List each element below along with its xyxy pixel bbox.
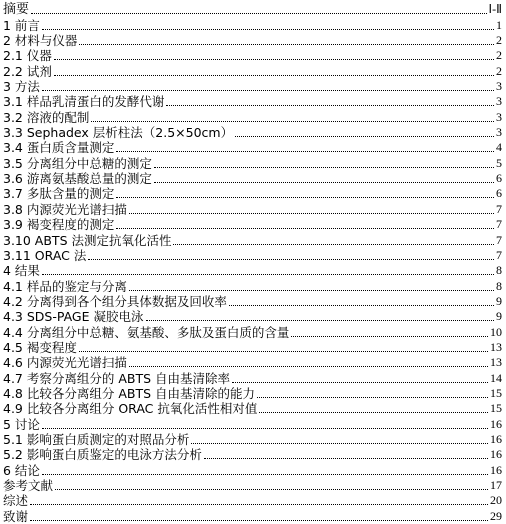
toc-entry-page-number: 29 bbox=[490, 508, 502, 523]
toc-leader-dots bbox=[229, 305, 494, 306]
toc-entry-title: 3.4 蛋白质含量测定 bbox=[3, 140, 115, 156]
toc-leader-dots bbox=[257, 397, 488, 398]
toc-entry-page-number: 13 bbox=[490, 355, 502, 370]
toc-entry[interactable] bbox=[3, 17, 502, 32]
toc-leader-dots bbox=[191, 443, 488, 444]
toc-entry-page-number: 3 bbox=[496, 94, 502, 109]
toc-entry-page-number: 2 bbox=[496, 48, 502, 63]
toc-entry-page-number: 16 bbox=[490, 416, 502, 431]
toc-entry-title: 3.9 褐变程度的测定 bbox=[3, 217, 115, 233]
toc-leader-dots bbox=[116, 197, 494, 198]
toc-leader-dots bbox=[91, 121, 494, 122]
toc-entry-page-number: 1 bbox=[496, 17, 502, 32]
toc-entry[interactable] bbox=[3, 48, 502, 63]
toc-entry-page-number: 9 bbox=[496, 309, 502, 324]
toc-leader-dots bbox=[88, 259, 494, 260]
toc-entry-title: 4.9 比较各分离组分 ORAC 抗氧化活性相对值 bbox=[3, 401, 258, 417]
toc-leader-dots bbox=[166, 105, 494, 106]
toc-entry-title: 3.5 分离组分中总糖的测定 bbox=[3, 155, 152, 171]
toc-entry-page-number: 17 bbox=[490, 478, 502, 492]
toc-entry-page-number: 4 bbox=[496, 140, 502, 155]
toc-entry-title: 4.7 考察分离组分的 ABTS 自由基清除率 bbox=[3, 370, 230, 386]
toc-leader-dots bbox=[54, 75, 494, 76]
toc-entry[interactable] bbox=[3, 309, 502, 324]
toc-entry[interactable] bbox=[3, 109, 502, 124]
toc-entry[interactable] bbox=[3, 508, 502, 523]
toc-entry-title: 3.1 样品乳清蛋白的发酵代谢 bbox=[3, 94, 165, 110]
toc-entry-page-number: 15 bbox=[490, 385, 502, 400]
toc-entry[interactable] bbox=[3, 232, 502, 247]
toc-leader-dots bbox=[259, 412, 488, 413]
toc-leader-dots bbox=[129, 290, 494, 291]
toc-entry-page-number: 8 bbox=[496, 278, 502, 293]
toc-entry[interactable] bbox=[3, 493, 502, 508]
toc-entry[interactable] bbox=[3, 447, 502, 462]
toc-entry-page-number: 7 bbox=[496, 247, 502, 262]
toc-leader-dots bbox=[31, 13, 487, 14]
toc-entry-title: 5.2 影响蛋白质鉴定的电泳方法分析 bbox=[3, 447, 202, 463]
toc-entry-title: 5.1 影响蛋白质测定的对照品分析 bbox=[3, 431, 190, 447]
toc-leader-dots bbox=[232, 382, 488, 383]
toc-entry-title: 4.3 SDS-PAGE 凝胶电泳 bbox=[3, 309, 144, 325]
toc-entry-page-number: 2 bbox=[496, 63, 502, 78]
toc-leader-dots bbox=[129, 366, 488, 367]
toc-entry-page-number: 15 bbox=[490, 401, 502, 416]
toc-entry-title: 6 结论 bbox=[3, 462, 40, 478]
toc-entry-page-number: 7 bbox=[496, 217, 502, 232]
toc-leader-dots bbox=[154, 182, 494, 183]
toc-entry-title: 3 方法 bbox=[3, 79, 40, 95]
toc-entry-title: 3.8 内源荧光光谱扫描 bbox=[3, 201, 127, 217]
toc-entry-page-number: 5 bbox=[496, 155, 502, 170]
toc-entry-page-number: 9 bbox=[496, 293, 502, 308]
toc-entry[interactable] bbox=[3, 33, 502, 48]
toc-entry[interactable] bbox=[3, 201, 502, 216]
toc-entry[interactable] bbox=[3, 278, 502, 293]
toc-entry[interactable] bbox=[3, 2, 502, 17]
toc-leader-dots bbox=[146, 320, 495, 321]
toc-entry-page-number: 14 bbox=[490, 370, 502, 385]
toc-entry-title: 4.6 内源荧光光谱扫描 bbox=[3, 355, 127, 371]
toc-entry-title: 3.3 Sephadex 层析柱法（2.5×50cm） bbox=[3, 125, 234, 141]
toc-entry-title: 4.2 分离得到各个组分具体数据及回收率 bbox=[3, 293, 227, 309]
toc-entry-title: 2.1 仪器 bbox=[3, 48, 52, 64]
toc-leader-dots bbox=[129, 213, 494, 214]
toc-entry[interactable] bbox=[3, 401, 502, 416]
toc-entry-page-number: 3 bbox=[496, 79, 502, 94]
toc-entry[interactable] bbox=[3, 140, 502, 155]
toc-leader-dots bbox=[42, 474, 488, 475]
toc-leader-dots bbox=[42, 428, 488, 429]
toc-entry-page-number: 3 bbox=[496, 109, 502, 124]
toc-entry[interactable] bbox=[3, 217, 502, 232]
toc-entry-page-number: 6 bbox=[496, 171, 502, 186]
toc-leader-dots bbox=[42, 274, 494, 275]
toc-leader-dots bbox=[173, 244, 494, 245]
toc-entry[interactable] bbox=[3, 355, 502, 370]
toc-entry[interactable] bbox=[3, 478, 502, 493]
toc-entry-title: 3.2 溶液的配制 bbox=[3, 109, 90, 125]
table-of-contents bbox=[3, 2, 502, 524]
toc-entry[interactable] bbox=[3, 462, 502, 477]
toc-entry[interactable] bbox=[3, 94, 502, 109]
toc-entry-page-number: 7 bbox=[496, 232, 502, 247]
toc-entry-title: 4.1 样品的鉴定与分离 bbox=[3, 278, 127, 294]
toc-entry[interactable] bbox=[3, 340, 502, 355]
toc-entry[interactable] bbox=[3, 171, 502, 186]
toc-entry-title: 摘要 bbox=[3, 2, 30, 18]
toc-leader-dots bbox=[55, 489, 488, 490]
toc-leader-dots bbox=[79, 44, 494, 45]
toc-entry-title: 综述 bbox=[3, 493, 29, 509]
toc-entry[interactable] bbox=[3, 432, 502, 447]
toc-leader-dots bbox=[30, 504, 488, 505]
toc-leader-dots bbox=[79, 351, 488, 352]
toc-entry[interactable] bbox=[3, 416, 502, 431]
toc-entry-page-number: 8 bbox=[496, 263, 502, 278]
toc-entry-title: 2.2 试剂 bbox=[3, 63, 52, 79]
toc-entry[interactable] bbox=[3, 63, 502, 78]
toc-entry-title: 3.6 游离氨基酸总量的测定 bbox=[3, 171, 152, 187]
toc-entry-page-number: 2 bbox=[496, 33, 502, 48]
toc-entry[interactable] bbox=[3, 186, 502, 201]
toc-entry[interactable] bbox=[3, 386, 502, 401]
toc-entry-page-number: 20 bbox=[490, 493, 502, 508]
toc-entry[interactable] bbox=[3, 294, 502, 309]
toc-entry[interactable] bbox=[3, 79, 502, 94]
toc-entry-page-number: 3 bbox=[496, 125, 502, 140]
toc-leader-dots bbox=[42, 90, 494, 91]
toc-leader-dots bbox=[116, 151, 494, 152]
toc-entry[interactable] bbox=[3, 155, 502, 170]
toc-entry-page-number: Ⅰ-Ⅱ bbox=[488, 2, 502, 17]
toc-leader-dots bbox=[116, 228, 494, 229]
toc-entry-title: 4.8 比较各分离组分 ABTS 自由基清除的能力 bbox=[3, 385, 255, 401]
toc-entry[interactable] bbox=[3, 370, 502, 385]
toc-entry-title: 1 前言 bbox=[3, 17, 40, 33]
toc-entry-title: 参考文献 bbox=[3, 478, 54, 493]
toc-entry-title: 3.10 ABTS 法测定抗氧化活性 bbox=[3, 232, 172, 248]
toc-entry-page-number: 13 bbox=[490, 339, 502, 354]
toc-entry-title: 2 材料与仪器 bbox=[3, 33, 78, 49]
toc-entry-title: 致谢 bbox=[3, 508, 29, 524]
toc-entry-title: 5 讨论 bbox=[3, 416, 40, 432]
toc-entry[interactable] bbox=[3, 324, 502, 339]
toc-entry-title: 3.7 多肽含量的测定 bbox=[3, 186, 115, 202]
toc-entry-page-number: 16 bbox=[490, 462, 502, 477]
toc-leader-dots bbox=[154, 167, 494, 168]
toc-entry[interactable] bbox=[3, 248, 502, 263]
toc-entry-page-number: 16 bbox=[490, 431, 502, 446]
toc-leader-dots bbox=[54, 59, 494, 60]
toc-leader-dots bbox=[42, 29, 494, 30]
toc-entry-title: 4.5 褐变程度 bbox=[3, 339, 77, 355]
toc-entry-page-number: 16 bbox=[490, 447, 502, 462]
toc-entry-title: 3.11 ORAC 法 bbox=[3, 247, 87, 263]
toc-entry[interactable] bbox=[3, 263, 502, 278]
toc-entry-page-number: 6 bbox=[496, 186, 502, 201]
toc-entry-title: 4 结果 bbox=[3, 263, 40, 279]
toc-entry-page-number: 7 bbox=[496, 201, 502, 216]
toc-entry-title: 4.4 分离组分中总糖、氨基酸、多肽及蛋白质的含量 bbox=[3, 324, 290, 340]
toc-leader-dots bbox=[291, 336, 488, 337]
toc-entry-page-number: 10 bbox=[490, 324, 502, 339]
toc-leader-dots bbox=[204, 458, 488, 459]
toc-leader-dots bbox=[235, 136, 494, 137]
toc-entry[interactable] bbox=[3, 125, 502, 140]
toc-leader-dots bbox=[30, 520, 488, 521]
